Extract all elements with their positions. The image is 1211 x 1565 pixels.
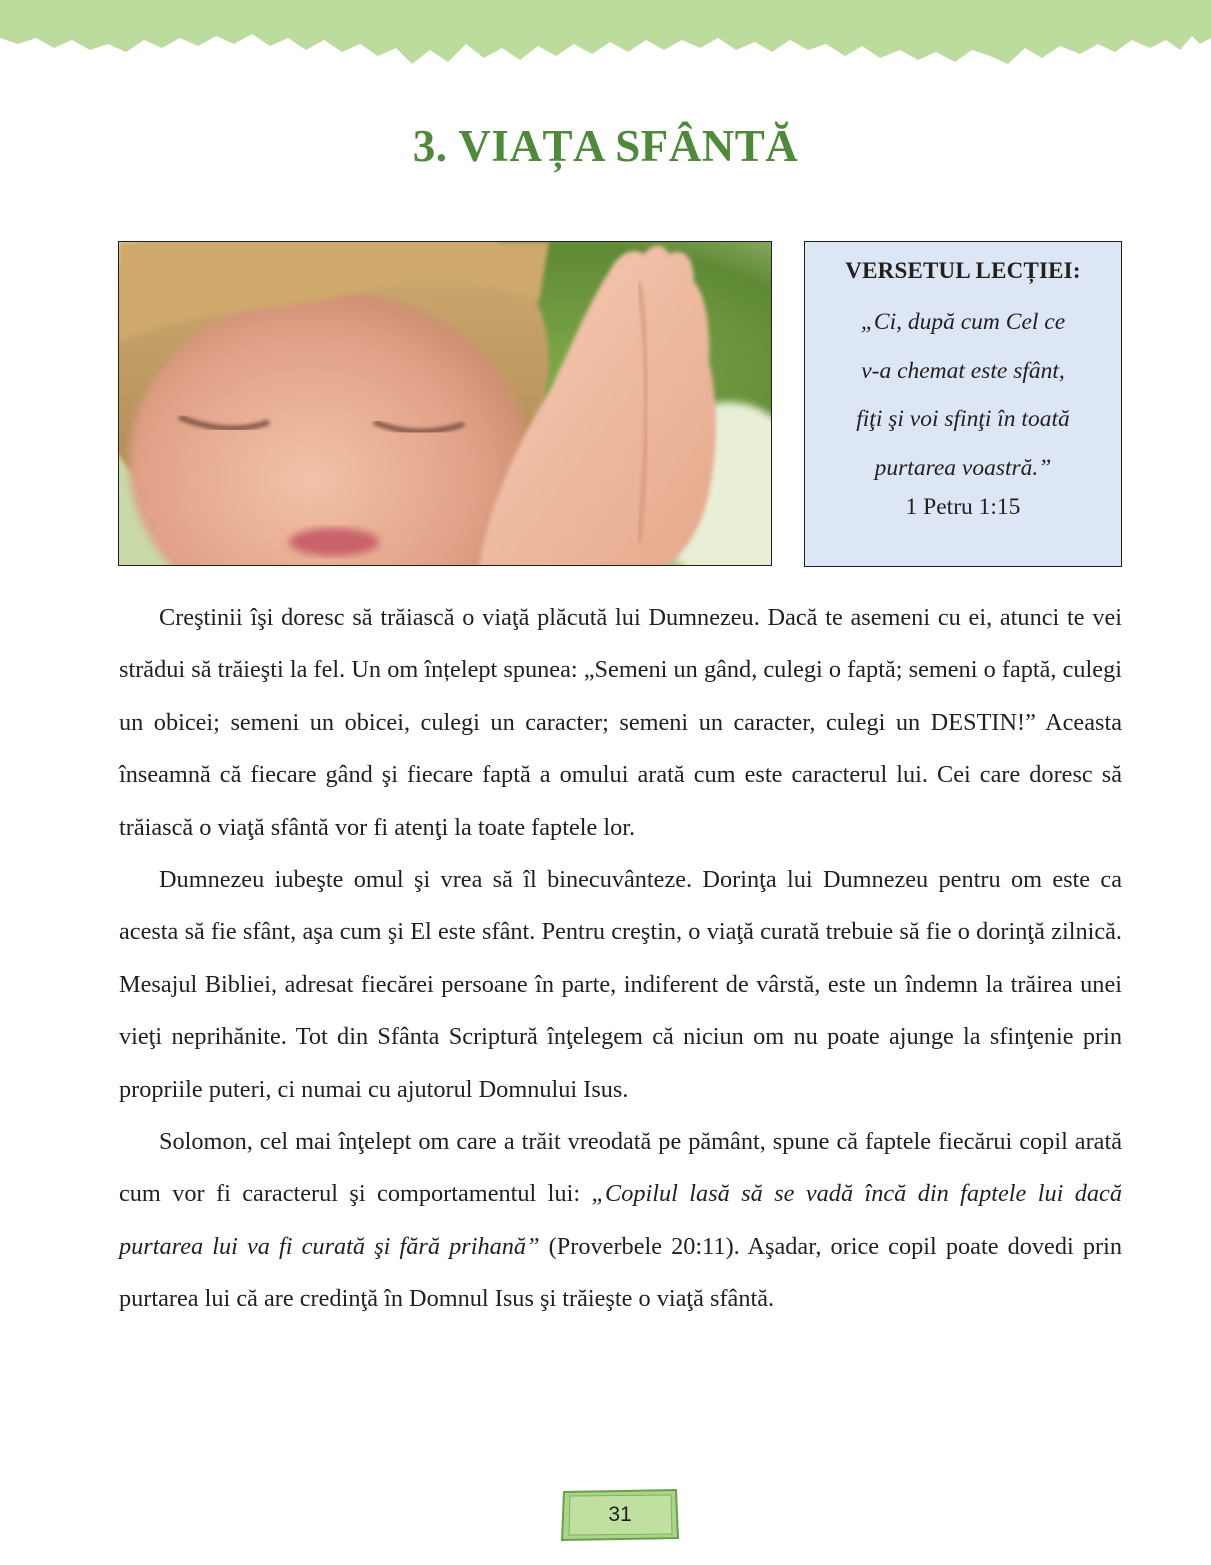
- proverbs-quote: „Copilul lasă să se vadă încă din faptele lui dacă purtarea lui va fi curată şi fără prihană”: [119, 1180, 1122, 1260]
- top-decorative-band: [0, 0, 1211, 80]
- verse-line: fiţi şi voi sfinţi în toată: [856, 406, 1070, 432]
- child-mouth: [289, 528, 379, 556]
- paragraph-3-end: (Proverbele 20:11). Aşadar, orice copil poate dovedi prin purtarea lui că are credinţă în Domnul Isus şi trăieşte o viaţă sfântă.: [119, 1232, 1122, 1313]
- lesson-verse-box: [804, 241, 1122, 567]
- paragraph-3: [119, 1116, 1122, 1326]
- verse-reference: 1 Petru 1:15: [905, 494, 1021, 520]
- verse-line: „Ci, după cum Cel ce: [860, 309, 1066, 335]
- praying-child-photo: [118, 241, 772, 566]
- paragraph-2: Dumnezeu iubeşte omul şi vrea să îl binecuvânteze. Dorinţa lui Dumnezeu pentru om este ca acesta să fie sfânt, aşa cum şi El este sfânt. Pentru creştin, o viaţă curată trebuie să fie o dorinţă zilnică. Mesajul Bibliei, adresat fiecărei persoane în parte, indiferent de vârstă, este un îndemn la trăirea unei vieţi neprihănite. Tot din Sfânta Scriptură înţelegem că niciun om nu poate ajunge la sfinţenie prin propriile puteri, ci numai cu ajutorul Domnului Isus.: [119, 866, 1122, 1103]
- lesson-body: [119, 592, 1122, 1326]
- verse-text: [805, 298, 1121, 492]
- page-title: 3. VIAȚA SFÂNTĂ: [412, 121, 799, 171]
- torn-edge-shape: [0, 0, 1211, 64]
- page-number: 31: [608, 1503, 632, 1526]
- verse-heading: VERSETUL LECȚIEI:: [845, 258, 1081, 283]
- paragraph-1: Creştinii îşi doresc să trăiască o viaţă plăcută lui Dumnezeu. Dacă te asemeni cu ei, atunci te vei strădui să trăieşti la fel. Un om înțelept spunea: „Semeni un gând, culegi o faptă; semeni o faptă, culegi un obicei; semeni un obicei, culegi un caracter; semeni un caracter, culegi un DESTIN!” Aceasta înseamnă că fiecare gând şi fiecare faptă a omului arată cum este caracterul lui. Cei care doresc să trăiască o viaţă sfântă vor fi atenţi la toate faptele lor.: [119, 604, 1122, 841]
- verse-line: purtarea voastră.”: [874, 454, 1052, 481]
- paragraph-3-start: Solomon, cel mai înţelept om care a trăit vreodată pe pământ, spune că faptele fiecărui copil arată cum vor fi caracterul şi comportamentul lui:: [119, 1128, 1122, 1208]
- verse-line: v-a chemat este sfânt,: [861, 357, 1065, 384]
